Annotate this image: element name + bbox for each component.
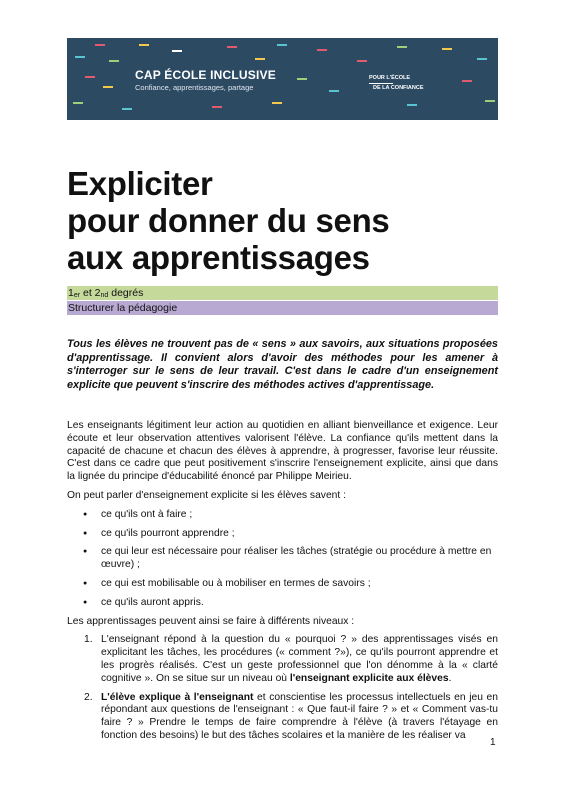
item-number: 1. <box>84 634 93 646</box>
item-bold: l'enseignant explicite aux élèves <box>289 672 449 684</box>
list-item: ● ce qu'ils ont à faire ; <box>101 509 498 522</box>
decorative-dash <box>277 44 287 46</box>
item-number: 2. <box>84 691 93 703</box>
paragraph-context: Les enseignants légitiment leur action au quotidien en alliant bienveillance et exigence. Leur écoute et leur observation attentives valorisent l'élève. La confiance qu'ils mettent dans la capacité de chacune et chacun des élèves à apprendre, à progresser, favorise leur réussite. C'est dans ce cadre que peut positivement s'inscrire l'enseignement explicite, ainsi que dans la lignée du principe d'éducabilité énoncé par Philippe Meirieu. <box>67 420 498 483</box>
logo-line-1: POUR L'ÉCOLE <box>369 75 411 81</box>
logo-divider <box>369 83 393 84</box>
decorative-dash <box>462 80 472 82</box>
decorative-dash <box>212 106 222 108</box>
decorative-dash <box>75 56 85 58</box>
ministry-logo <box>369 75 424 92</box>
paragraph-levels-intro: Les apprentissages peuvent ainsi se faire à différents niveaux : <box>67 615 355 627</box>
category-tag: Structurer la pédagogie <box>67 301 498 315</box>
list-item: ● ce qui est mobilisable ou à mobiliser en termes de savoirs ; <box>101 578 498 591</box>
decorative-dash <box>255 58 265 60</box>
decorative-dash <box>73 102 83 104</box>
decorative-dash <box>297 78 307 80</box>
paragraph-definition: On peut parler d'enseignement explicite si les élèves savent : <box>67 489 346 501</box>
decorative-dash <box>485 100 495 102</box>
list-item: ● ce qu'ils auront appris. <box>101 597 498 610</box>
list-item <box>84 691 498 743</box>
decorative-dash <box>172 50 182 52</box>
level-second-suffix: nd <box>100 292 109 299</box>
page-title <box>67 165 389 276</box>
banner-subtitle: Confiance, apprentissages, partage <box>135 83 254 92</box>
decorative-dash <box>103 86 113 88</box>
item-text: et conscientise les processus intellectuels en jeu en répondant aux questions de l'enseignant : « Que faut-il faire ? » et « Comment vas-tu faire ? » Prendre le temps de faire comprendre à l'élève (à travers l'étayage en fonction des besoins) le but des tâches scolaires et la manière de les réaliser va <box>101 691 498 741</box>
item-text: L'enseignant répond à la question du « pourquoi ? » des apprentissages visés en explicitant les tâches, les procédures (« comment ?»), ce qu'ils pourront apprendre et les progrès réalisés. C'est un geste professionnel que l'on dénomme à la « clarté cognitive ». On se situe sur un niveau où <box>101 634 498 684</box>
decorative-dash <box>397 46 407 48</box>
list-item: ● ce qui leur est nécessaire pour réaliser les tâches (stratégie ou procédure à mettre en œuvre) ; <box>101 546 498 572</box>
list-item <box>84 634 498 685</box>
levels-list <box>67 634 498 742</box>
title-line-3: aux apprentissages <box>67 239 370 276</box>
level-first: 1 <box>68 287 74 299</box>
decorative-dash <box>317 49 327 51</box>
intro-paragraph: Tous les élèves ne trouvent pas de « sens » aux savoirs, aux situations proposées d'apprentissage. Il convient alors d'avoir des méthodes pour les amener à s'interroger sur le sens de leur travail. C'est dans le cadre d'un enseignement explicite que peuvent s'inscrire des méthodes actives d'apprentissage. <box>67 338 498 391</box>
item-bold: L'élève explique à l'enseignant <box>101 691 254 703</box>
page-number: 1 <box>490 737 496 748</box>
header-banner <box>67 38 498 120</box>
level-first-suffix: er <box>73 292 81 299</box>
title-line-1: Expliciter <box>67 165 213 202</box>
item-text-end: . <box>448 672 452 684</box>
body-text <box>67 420 498 749</box>
decorative-dash <box>407 104 417 106</box>
school-levels-tag <box>67 286 498 300</box>
level-label: degrés <box>108 287 144 299</box>
decorative-dash <box>95 44 105 46</box>
decorative-dash <box>122 108 132 110</box>
title-line-2: pour donner du sens <box>67 202 390 239</box>
banner-title: CAP ÉCOLE INCLUSIVE <box>135 68 276 82</box>
decorative-dash <box>85 76 95 78</box>
logo-line-2: DE LA CONFIANCE <box>373 85 424 91</box>
decorative-dash <box>109 60 119 62</box>
decorative-dash <box>442 48 452 50</box>
decorative-dash <box>329 90 339 92</box>
level-second: et 2 <box>80 287 101 299</box>
decorative-dash <box>357 60 367 62</box>
criteria-list <box>67 509 498 610</box>
decorative-dash <box>227 46 237 48</box>
decorative-dash <box>477 58 487 60</box>
decorative-dash <box>272 102 282 104</box>
decorative-dash <box>139 44 149 46</box>
list-item: ● ce qu'ils pourront apprendre ; <box>101 528 498 541</box>
